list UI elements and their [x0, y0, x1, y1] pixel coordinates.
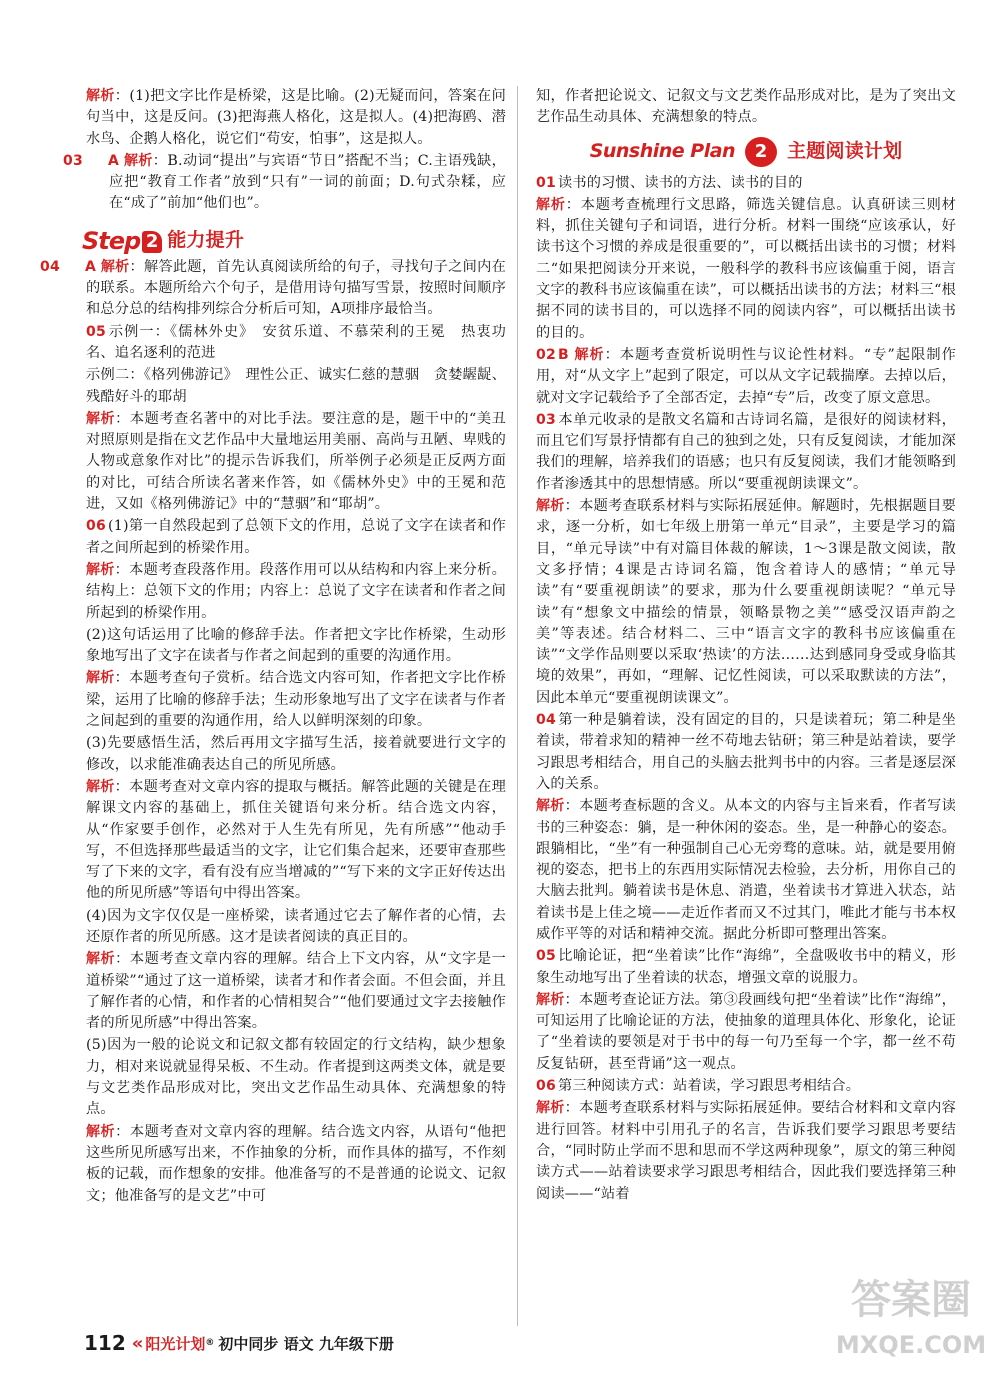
registered-mark: ® — [205, 1338, 215, 1348]
analysis-text: ：本题考查对文章内容的提取与概括。解答此题的关键是在理解课文内容的基础上，抓住关键语句来分析。结合选文内容，从“作家要手创作，必然对于人生先有所见，先有所感”“他动手写，不但选择那些最适当的文字，让它们集合起来，还要审查那些写了下来的文字，看有没有应当增减的”“写下来的文字正好传达出他的所见所感”等语句中得出答案。 — [86, 778, 506, 902]
answer-text: 比喻论证，把“坐着读”比作“海绵”，全盘吸收书中的精义，形象生动地写出了坐着读的状态，增强文章的说服力。 — [536, 948, 956, 986]
sunshine-number: 2 — [745, 137, 777, 167]
question-01 — [536, 173, 956, 194]
analysis-text: ：本题考查联系材料与实际拓展延伸。解题时，先根据题目要求，逐一分析，如七年级上册第一单元“目录”，主要是学习的篇目，“单元导读”中有对篇目体裁的解读，1～3课是散文阅读，散文多抒情；4课是古诗词名篇，饱含着诗人的感情；“单元导读”有“要重视朗读”的要求，那为什么要重视朗读呢？“单元导读”有“想象文中描绘的情景，领略景物之美”“感受汉语声韵之美”等表述。结合材料二、三中“语言文字的教科书应该偏重在读”“文学作品则要以采取‘热读’的方法……达到感同身受或身临其境的效果”，再如，“理解、记忆性阅读，可以采取默读的方法”，因此本单元“要重视朗读课文”。 — [536, 498, 956, 706]
analysis-text: ：本题考查联系材料与实际拓展延伸。要结合材料和文章内容进行回答。材料中引用孔子的名言，告诉我们要学习跟思考要结合，“同时防止学而不思和思而不学这两种现象”，原文的第三种阅读方式——站着读要求学习跟思考相结合，因此我们要选择第三种阅读——“站着 — [536, 1100, 956, 1202]
answer-text: 读书的习惯、读书的方法、读书的目的 — [558, 174, 803, 191]
answer-text: 本单元收录的是散文名篇和古诗词名篇，是很好的阅读材料，而且它们写景抒情都有自己的独到之处，只有反复阅读，才能加深我们的理解，培养我们的语感；也只有反复阅读，我们才能领略到作者渗透其中的思想情感。所以“要重视朗读课文”。 — [536, 411, 956, 492]
analysis-text: ：本题考查句子赏析。结合选文内容可知，作者把文字比作桥梁，运用了比喻的修辞手法；生动形象地写出了文字在读者与作者之间起到的重要的沟通作用，给人以鲜明深刻的印象。 — [86, 670, 506, 730]
watermark-logo — [836, 1263, 986, 1367]
analysis-tag: 解析 — [86, 88, 115, 104]
analysis-tag: 解析 — [86, 670, 115, 687]
answer-5: (5)因为一般的论说文和记叙文都有较固定的行文结构，缺少想象力，相对来说就显得呆板、不生动。作者提到这两类文体，就是要与文艺类作品形成对比，突出文艺作品生动具体、充满想象的特点。 — [86, 1037, 506, 1118]
page-number: 112 — [84, 1331, 126, 1355]
analysis-tag: 解析 — [86, 778, 115, 795]
question-06 — [86, 516, 506, 559]
analysis-tag: 解析 — [86, 951, 116, 968]
sunshine-word: Sunshine Plan — [589, 139, 736, 162]
analysis-tag: 解析 — [536, 991, 565, 1008]
analysis-01 — [536, 195, 956, 344]
question-02 — [536, 345, 956, 409]
watermark-line1: 答案圈 — [851, 1277, 971, 1323]
example-2: 示例二：《格列佛游记》 理性公正、诚实仁慈的慧骃 贪婪龌龊、残酷好斗的耶胡 — [86, 367, 506, 405]
analysis-tag: 解析 — [86, 410, 116, 427]
answer-3: (3)先要感悟生活，然后再用文字描写生活，接着就要进行文字的修改，以求能准确表达自己的所见所感。 — [86, 735, 506, 773]
analysis-tag: 解析 — [123, 152, 153, 169]
section-header-sunshine — [536, 135, 956, 169]
analysis-text: ：本题考查赏析说明性与议论性材料。“专”起限制作用，对“从文字上”起到了限定，可以从文字记载揣摩。去掉以后，就对文字记载给予了全部否定，去掉“专”后，改变了原文意思。 — [536, 346, 956, 406]
analysis-text: ：B.动词“提出”与宾语“节日”搭配不当；C.主语残缺，应把“教育工作者”放到“只有”一词的前面；D.句式杂糅，应在“成了”前加“他们也”。 — [109, 152, 506, 212]
analysis-text: ：(1)把文字比作是桥梁，这是比喻。(2)无疑而问，答案在问句当中，这是反问。(3)把海燕人格化，这是拟人。(4)把海鸥、潜水鸟、企鹅人格化，说它们“苟安，怕事”，这是拟人。 — [86, 88, 506, 147]
brand-name: 阳光计划 — [145, 1334, 206, 1353]
analysis-06-4 — [86, 949, 506, 1034]
watermark-svg — [836, 1263, 986, 1367]
analysis-tag: 解析 — [86, 1123, 116, 1140]
example-1: 示例一：《儒林外史》 安贫乐道、不慕荣利的王冕 热衷功名、追名逐利的范进 — [86, 323, 506, 361]
answer-letter: A — [85, 258, 97, 275]
analysis-text: ：本题考查标题的含义。从本文的内容与主旨来看，作者写读书的三种姿态：躺，是一种休闲的姿态。坐，是一种静心的姿态。跟躺相比，“坐”有一种强制自己心无旁骛的意味。站，就是要用俯视的姿态，把书上的东西用实际情况去检验，去分析，用你自己的大脑去批判。躺着读书是休息、消遣，坐着读书才算进入状态，站着读书是上佳之境——走近作者而又不过其门，唯此才能与书本权威作平等的对话和精神交流。据此分析即可整理出答案。 — [536, 798, 956, 942]
step-number: 2 — [142, 231, 162, 253]
analysis-06-2 — [86, 668, 506, 732]
question-number: 01 — [536, 174, 556, 191]
analysis-text: ：本题考查对文章内容的理解。结合选文内容，从语句“他把这些所见所感写出来，不作抽象的分析，而作具体的描写，不作刻板的记载，而作想象的安排。他准备写的不是普通的论说文、记叙文；他准备写的是文艺”中可 — [86, 1123, 506, 1204]
question-number: 05 — [536, 948, 556, 965]
analysis-03r — [536, 496, 956, 709]
analysis-tag: 解析 — [86, 561, 115, 578]
answer-2: (2)这句话运用了比喻的修辞手法。作者把文字比作桥梁，生动形象地写出了文字在读者与作者之间起到的重要的沟通作用。 — [86, 626, 506, 665]
question-number: 02 — [536, 346, 556, 363]
question-number: 03 — [63, 152, 83, 169]
question-number: 06 — [536, 1078, 556, 1095]
watermark-line2: MXQE.COM — [836, 1331, 986, 1359]
analysis-06-5 — [86, 1122, 506, 1207]
answer-letter: B — [558, 346, 569, 363]
sunshine-title: 主题阅读计划 — [787, 139, 903, 162]
double-chevron-icon: « — [131, 1332, 144, 1354]
analysis-text: ：本题考查论证方法。第③段画线句把“坐着读”比作“海绵”，可知运用了比喻论证的方法，使抽象的道理具体化、形象化，论证了“坐着读的要领是对于书中的每一句乃至每一个字，都一丝不苟反复钻研，甚至背诵”这一观点。 — [536, 991, 956, 1072]
question-04 — [40, 257, 507, 321]
analysis-06-1 — [86, 560, 506, 624]
section-header-step2 — [82, 221, 506, 256]
right-column — [536, 86, 956, 1206]
question-number: 05 — [86, 323, 106, 340]
step-title: 能力提升 — [167, 229, 245, 252]
question-04r — [536, 710, 956, 795]
analysis-tag: 解析 — [536, 196, 566, 213]
answer-text: 第一种是躺着读，没有固定的目的，只是读着玩；第二种是坐着读，带着求知的精神一丝不苟地去钻研；第三种是站着读，要学习跟思考相结合，用自己的头脑去批判书中的内容。三者是逐层深入的关系。 — [536, 712, 956, 792]
analysis-06-3 — [86, 777, 506, 905]
analysis-06r — [536, 1098, 956, 1204]
analysis-tag: 解析 — [536, 498, 565, 515]
question-number: 03 — [536, 411, 556, 428]
question-03r — [536, 410, 956, 495]
analysis-04r — [536, 796, 956, 945]
analysis-text: ：本题考查段落作用。段落作用可以从结构和内容上来分析。结构上：总领下文的作用；内容上：总说了文字在读者和作者之间所起到的桥梁作用。 — [86, 561, 506, 621]
continued-text: 知，作者把论说文、记叙文与文艺类作品形成对比，是为了突出文艺作品生动具体、充满想象的特点。 — [536, 88, 956, 126]
analysis-tag: 解析 — [536, 798, 565, 815]
question-number: 04 — [40, 258, 60, 275]
analysis-text: ：本题考查梳理行文思路，筛选关键信息。认真研读三则材料，抓住关键句子和词语，进行分析。材料一围绕“应该承认，好读书这个习惯的养成是很重要的”，可以概括出读书的习惯；材料二“如果把阅读分开来说，一般科学的教科书应该偏重于阅，语言文字的教科书应该偏重在读”，可以概括出读书的方法；材料三“根据不同的读书目的，可以选择不同的阅读内容”，可以概括出读书的目的。 — [536, 196, 956, 341]
step-word: Step — [82, 227, 141, 256]
question-05r — [536, 946, 956, 989]
book-title: 初中同步 语文 九年级下册 — [218, 1334, 394, 1353]
question-number: 06 — [86, 518, 106, 535]
analysis-05r — [536, 990, 956, 1075]
question-03 — [63, 151, 506, 215]
analysis-text: ：解答此题，首先认真阅读所给的句子，寻找句子之间内在的联系。本题所给六个句子，是借用诗句描写雪景，按照时间顺序和总分总的结构排列综合分析后可知，A项排序最恰当。 — [86, 258, 507, 318]
analysis-tag: 解析 — [536, 1100, 565, 1117]
answer-1: (1)第一自然段起到了总领下文的作用，总说了文字在读者和作者之间所起到的桥梁作用。 — [86, 518, 506, 556]
question-06r — [536, 1076, 956, 1097]
left-column — [40, 86, 507, 1208]
analysis-block-02 — [86, 86, 506, 150]
answer-text: 第三种阅读方式：站着读，学习跟思考相结合。 — [558, 1078, 861, 1095]
analysis-tag: 解析 — [574, 346, 605, 363]
analysis-05 — [86, 409, 506, 515]
question-number: 04 — [536, 712, 556, 729]
answer-4: (4)因为文字仅仅是一座桥梁，读者通过它去了解作者的心情，去还原作者的所见所感。这才是读者阅读的真正目的。 — [86, 907, 506, 945]
analysis-text: ：本题考查文章内容的理解。结合上下文内容，从“文字是一道桥梁”“通过了这一道桥梁，读者才和作者会面。不但会面，并且了解作者的心情，和作者的心情相契合”“他们要通过文字去接触作者的所见所感”中得出答案。 — [86, 951, 506, 1032]
answer-letter: A — [108, 152, 120, 169]
column-divider — [517, 86, 518, 1326]
question-05 — [86, 322, 506, 365]
analysis-tag: 解析 — [100, 258, 130, 275]
page-footer — [84, 1330, 394, 1356]
analysis-text: ：本题考查名著中的对比手法。要注意的是，题干中的“美丑对照原则是指在文艺作品中大量地运用美丽、高尚与丑陋、卑贱的人物或意象作对比”的提示告诉我们，所举例子必须是正反两方面的对比，可结合所读名著来作答，如《儒林外史》中的王冕和范进，又如《格列佛游记》中的“慧骃”和“耶胡”。 — [86, 410, 506, 513]
